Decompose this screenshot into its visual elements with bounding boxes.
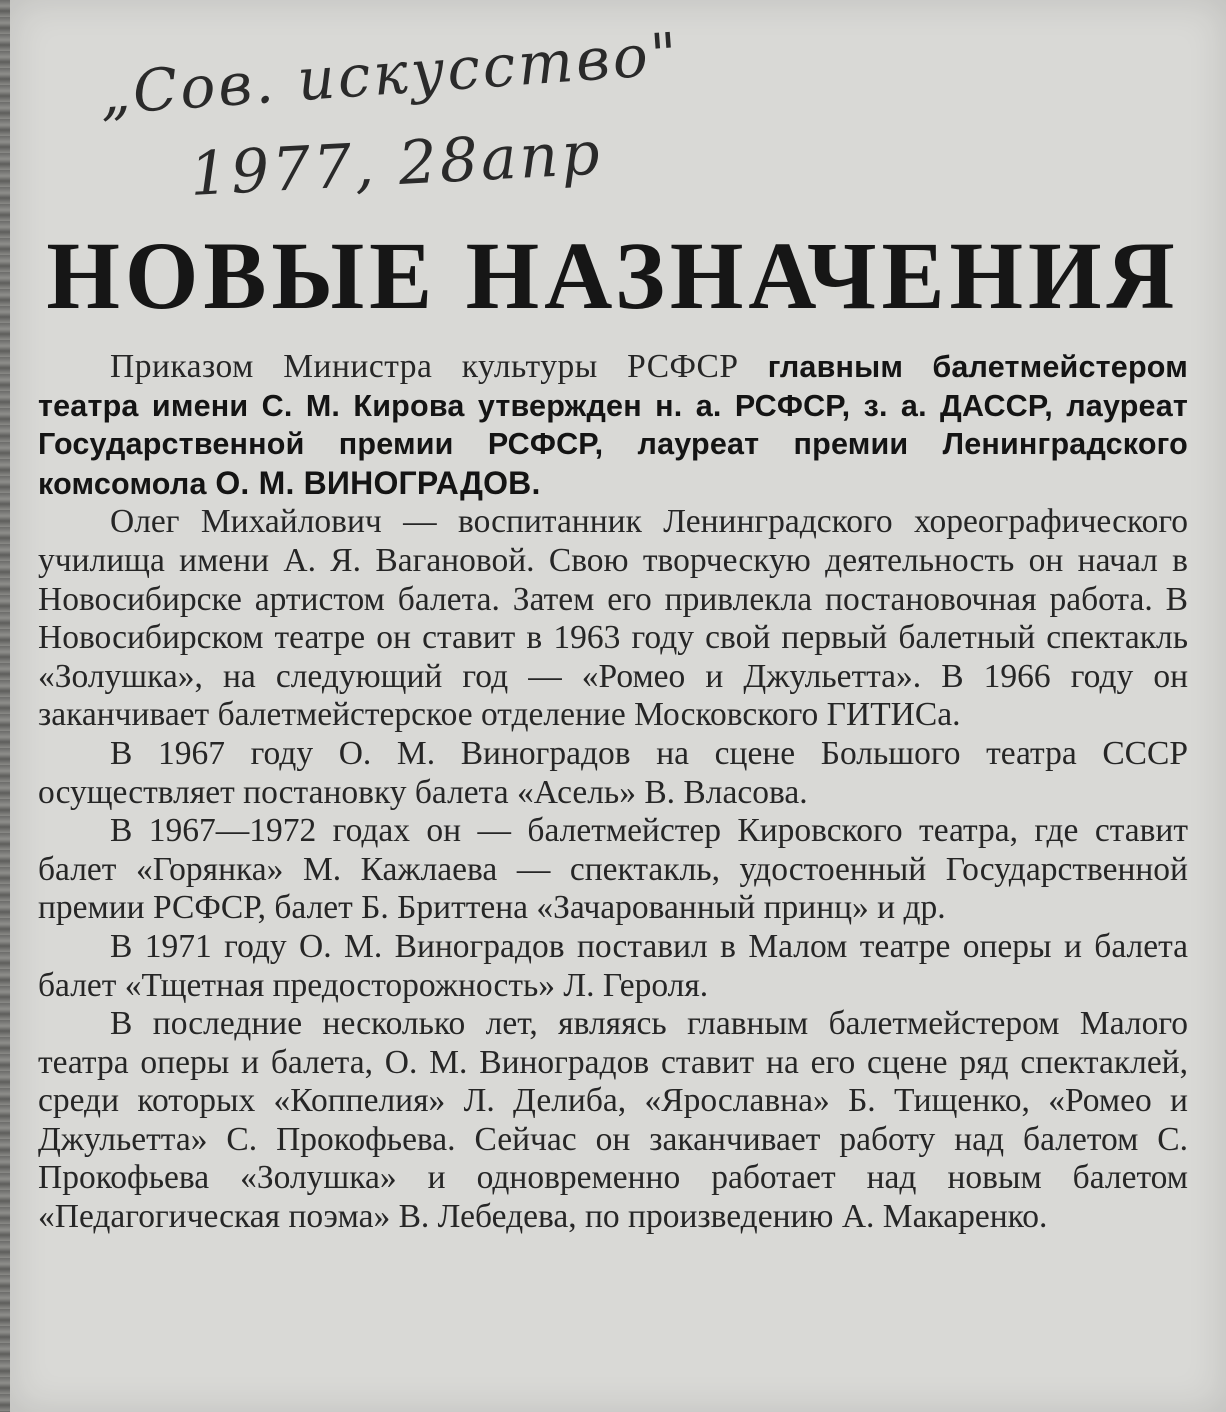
paragraph-maly-1971: В 1971 году О. М. Виноградов поставил в Малом театре оперы и балета балет «Тщетная предосторожность» Л. Героля. — [38, 927, 1188, 1004]
lead-text: главным балетмейстером театра имени С. М. Кирова утвержден н. а. РСФСР, з. а. ДАССР, лауреат Государственной премии РСФСР, лауреат премии Ленинградского комсомола — [38, 350, 1188, 501]
article-body — [38, 348, 1188, 1237]
appointee-name: О. М. ВИНОГРАДОВ. — [215, 464, 541, 501]
handwritten-date-note: 1977, 28апр — [188, 118, 605, 210]
lead-paragraph — [38, 348, 1188, 503]
headline: НОВЫЕ НАЗНАЧЕНИЯ — [46, 222, 1180, 329]
paragraph-current-work: В последние несколько лет, являясь главным балетмейстером Малого театра оперы и балета, О. М. Виноградов ставит на его сцене ряд спектаклей, среди которых «Коппелия» Л. Делиба, «Ярославна» Б. Тищенко, «Ромео и Джульетта» С. Прокофьева. Сейчас он заканчивает работу над балетом С. Прокофьева «Золушка» и одновременно работает над новым балетом «Педагогическая поэма» В. Лебедева, по произведению А. Макаренко. — [38, 1005, 1188, 1236]
paragraph-biography: Олег Михайлович — воспитанник Ленинградского хореографического училища имени А. Я. Вагановой. Свою творческую деятельность он начал в Новосибирске артистом балета. Затем его привлекла постановочная работа. В Новосибирском театре он ставит в 1963 году свой первый балетный спектакль «Золушка», на следующий год — «Ромео и Джульетта». В 1966 году он заканчивает балетмейстерское отделение Московского ГИТИСа. — [38, 503, 1188, 734]
paragraph-bolshoi: В 1967 году О. М. Виноградов на сцене Большого театра СССР осуществляет постановку балета «Асель» В. Власова. — [38, 734, 1188, 811]
torn-paper-edge — [0, 0, 10, 1412]
handwritten-source-note: „Сов. искусство" — [97, 19, 683, 128]
paragraph-kirov: В 1967—1972 годах он — балетмейстер Кировского театра, где ставит балет «Горянка» М. Кажлаева — спектакль, удостоенный Государственной премии РСФСР, балет Б. Бриттена «Зачарованный принц» и др. — [38, 812, 1188, 927]
lead-intro: Приказом Министра культуры РСФСР — [110, 348, 739, 385]
